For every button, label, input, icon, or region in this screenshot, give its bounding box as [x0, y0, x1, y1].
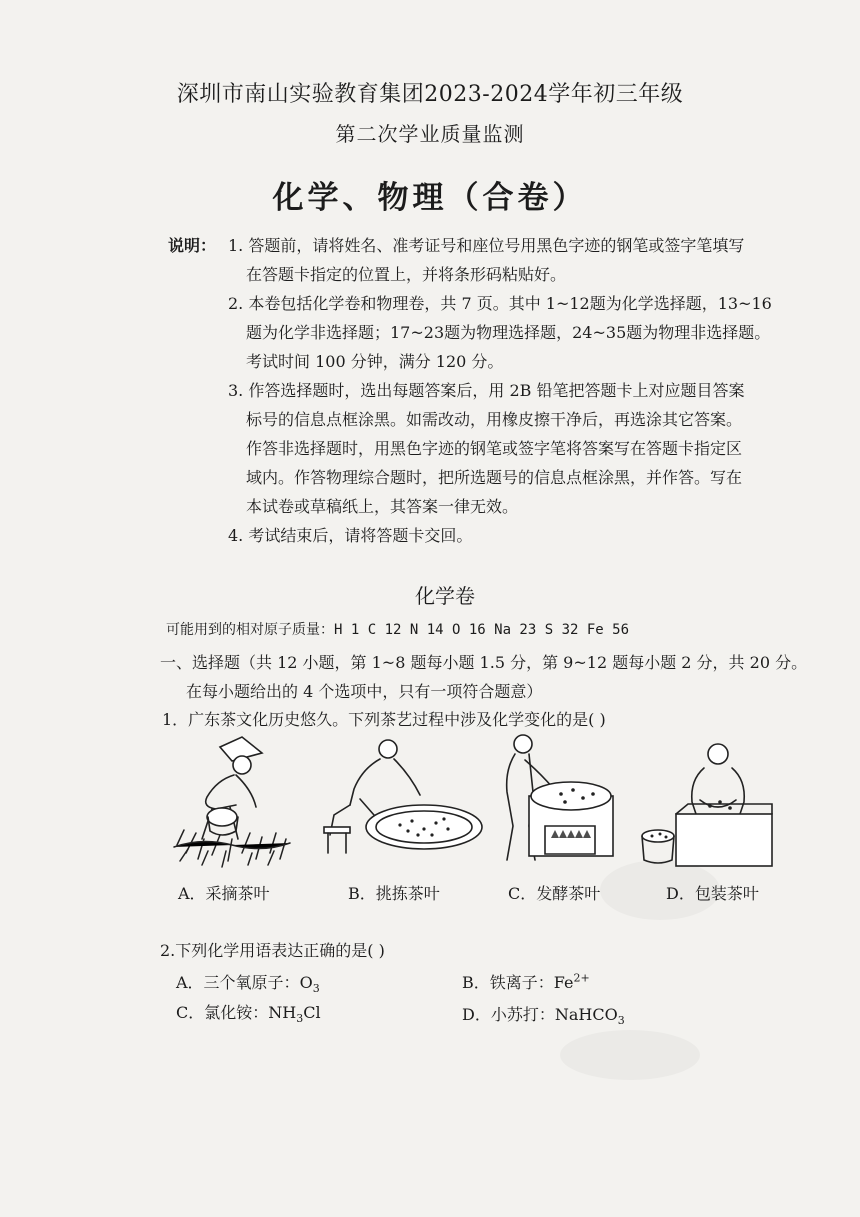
q2-option-a-label: A．三个氧原子：: [176, 973, 300, 992]
note-line: 4. 考试结束后，请将答题卡交回。: [228, 526, 473, 545]
exam-subtitle: 第二次学业质量监测: [335, 122, 525, 146]
q2-option-a: [176, 970, 320, 995]
q2-option-c-subscript: 3: [296, 1012, 304, 1026]
note-line: 2. 本卷包括化学卷和物理卷，共 7 页。其中 1~12题为化学选择题，13~16: [228, 294, 772, 313]
part1-instructions: 在每小题给出的 4 个选项中，只有一项符合题意）: [186, 682, 543, 701]
q2-option-d-label: D．小苏打：: [462, 1005, 555, 1024]
q2-option-d-subscript: 3: [617, 1014, 625, 1028]
q2-option-c-label: C．氯化铵：: [176, 1003, 269, 1022]
q2-option-d: [462, 1002, 625, 1027]
q1-option-b: B．挑拣茶叶: [348, 884, 440, 903]
q2-option-d-formula: NaHCO: [554, 1005, 618, 1024]
notes-label: 说明：: [168, 236, 217, 255]
packing-tea-illustration: [640, 740, 780, 870]
sorting-tea-illustration: [320, 735, 485, 865]
school-title: 深圳市南山实验教育集团2023-2024学年初三年级: [176, 82, 684, 107]
q2-option-a-subscript: 3: [312, 982, 320, 996]
question-2-stem: 2.下列化学用语表达正确的是( ): [160, 941, 385, 960]
note-line: 标号的信息点框涂黑。如需改动，用橡皮擦干净后，再选涂其它答案。: [246, 410, 743, 429]
note-line: 在答题卡指定的位置上，并将条形码粘贴好。: [246, 265, 567, 284]
q2-option-c-formula-part1: NH: [268, 1003, 297, 1022]
picking-tea-illustration: [172, 735, 292, 870]
note-line: 题为化学非选择题；17~23题为物理选择题，24~35题为物理非选择题。: [246, 323, 771, 342]
q1-option-a: A．采摘茶叶: [178, 884, 270, 903]
q2-option-a-formula: O: [299, 973, 313, 992]
note-line: 1. 答题前，请将姓名、准考证号和座位号用黑色字迹的钢笔或签字笔填写: [228, 236, 745, 255]
q2-option-c: [176, 1000, 321, 1025]
paper-title: 化学、物理（合卷）: [272, 180, 588, 216]
q2-option-b-superscript: 2+: [573, 971, 590, 985]
note-line: 作答非选择题时，用黑色字迹的钢笔或签字笔将答案写在答题卡指定区: [246, 439, 743, 458]
notes-block: [228, 231, 798, 550]
chemistry-section-title: 化学卷: [415, 584, 475, 608]
q2-option-b-formula: Fe: [553, 973, 574, 992]
note-line: 域内。作答物理综合题时，把所选题号的信息点框涂黑，并作答。写在: [246, 468, 743, 487]
atomic-masses: 可能用到的相对原子质量：H 1 C 12 N 14 O 16 Na 23 S 32 Fe 56: [166, 622, 630, 638]
note-line: 3. 作答选择题时，选出每题答案后，用 2B 铅笔把答题卡上对应题目答案: [228, 381, 745, 400]
note-line: 考试时间 100 分钟，满分 120 分。: [246, 352, 504, 371]
q2-option-b: [462, 970, 590, 993]
q1-option-d: D．包装茶叶: [666, 884, 759, 903]
fermenting-tea-illustration: [495, 730, 620, 870]
q2-option-b-label: B．铁离子：: [462, 973, 554, 992]
question-1-stem: 1．广东茶文化历史悠久。下列茶艺过程中涉及化学变化的是( ): [162, 710, 606, 729]
q1-option-c: C．发酵茶叶: [508, 884, 601, 903]
q2-option-c-formula-part2: Cl: [303, 1003, 321, 1022]
note-line: 本试卷或草稿纸上，其答案一律无效。: [246, 497, 519, 516]
part1-heading: 一、选择题（共 12 小题，第 1~8 题每小题 1.5 分，第 9~12 题每小题 2 分，共 20 分。: [160, 653, 808, 672]
